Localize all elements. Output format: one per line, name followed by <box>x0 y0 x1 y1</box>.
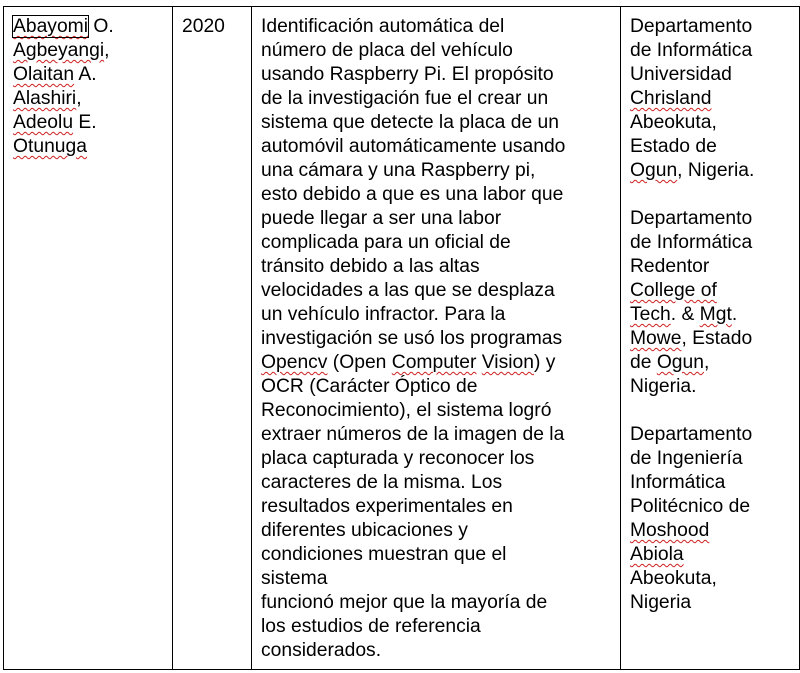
affiliation-line: Politécnico de <box>630 496 751 517</box>
affiliation-line: Abiola <box>630 544 684 565</box>
description-line: número de placa del vehículo <box>261 40 513 61</box>
affiliation-line: Ogun, Nigeria. <box>630 160 755 181</box>
affiliations-cell[interactable] <box>621 7 800 670</box>
description-line: placa capturada y reconocer los <box>261 448 535 469</box>
description-line: resultados experimentales en <box>261 496 513 517</box>
description-line: Reconocimiento), el sistema logró <box>261 400 552 421</box>
affiliation-line: Estado de <box>630 136 717 157</box>
description-line: un vehículo infractor. Para la <box>261 304 506 325</box>
description-line: Opencv (Open Computer Vision) y <box>261 352 556 373</box>
affiliation-line: Abeokuta, <box>630 112 717 133</box>
description-line: diferentes ubicaciones y <box>261 520 468 541</box>
description-line: automóvil automáticamente usando <box>261 136 566 157</box>
description-line: extraer números de la imagen de la <box>261 424 565 445</box>
year-value: 2020 <box>182 16 225 37</box>
author-1-first-name[interactable]: Abayomi <box>13 16 89 37</box>
description-line: tránsito debido a las altas <box>261 256 480 277</box>
affiliation-line: Nigeria. <box>630 376 697 397</box>
description-line: condiciones muestran que el <box>261 544 507 565</box>
table-row <box>4 7 800 670</box>
affiliation-line: Abeokuta, <box>630 568 717 589</box>
description-cell[interactable] <box>252 7 621 670</box>
affiliation-line: Departamento <box>630 16 753 37</box>
author-line-4: Alashiri, <box>13 88 82 109</box>
author-line-2: Agbeyangi, <box>13 40 110 61</box>
affiliation-line: Nigeria <box>630 592 692 613</box>
affiliation-line: Informática <box>630 472 726 493</box>
description-line: una cámara y una Raspberry pi, <box>261 160 536 181</box>
affiliation-line: Departamento <box>630 424 753 445</box>
author-line-6 <box>13 135 167 159</box>
affiliation-line: Chrisland <box>630 88 712 109</box>
description-line: de la investigación fue el crear un <box>261 88 549 109</box>
affiliation-line: Universidad <box>630 64 732 85</box>
affiliation-line: Moshood <box>630 520 710 541</box>
author-3-first-name: Adeolu <box>13 112 74 133</box>
affiliation-line: Departamento <box>630 208 753 229</box>
description-line: usando Raspberry Pi. El propósito <box>261 64 554 85</box>
affiliation-line: Mowe, Estado <box>630 328 753 349</box>
description-line: sistema <box>261 568 328 589</box>
description-line: esto debido a que es una labor que <box>261 184 564 205</box>
author-1-last-name: Agbeyangi <box>13 40 105 61</box>
affiliation-line: de Ingeniería <box>630 448 743 469</box>
paragraph-gap <box>630 399 794 423</box>
affiliation-line: de Informática <box>630 40 753 61</box>
affiliation-line: Redentor <box>630 256 710 277</box>
authors-cell[interactable] <box>4 7 173 670</box>
description-line: caracteres de la misma. Los <box>261 472 503 493</box>
author-2-first-name: Olaitan <box>13 64 75 85</box>
paragraph-gap <box>630 183 794 207</box>
author-line-1: Abayomi O. <box>13 16 114 37</box>
description-line: velocidades a las que se desplaza <box>261 280 555 301</box>
description-line: complicada para un oficial de <box>261 232 511 253</box>
author-2-last-name: Alashiri <box>13 88 77 109</box>
description-line: considerados. <box>261 640 382 661</box>
description-line: puede llegar a ser una labor <box>261 208 502 229</box>
year-cell[interactable] <box>173 7 252 670</box>
description-line: Identificación automática del <box>261 16 505 37</box>
description-line: OCR (Carácter Óptico de <box>261 376 478 397</box>
description-line: los estudios de referencia <box>261 616 481 637</box>
author-line-5: Adeolu E. <box>13 112 97 133</box>
description-line: investigación se usó los programas <box>261 328 563 349</box>
author-3-last-name: Otunuga <box>13 136 87 157</box>
affiliation-line: College of <box>630 280 717 301</box>
affiliation-line: de Ogun, <box>630 352 710 373</box>
description-line: funcionó mejor que la mayoría de <box>261 592 548 613</box>
affiliation-line: Tech. & Mgt. <box>630 304 738 325</box>
research-table <box>3 6 800 670</box>
description-line: sistema que detecte la placa de un <box>261 112 559 133</box>
author-line-3: Olaitan A. <box>13 64 97 85</box>
affiliation-line: de Informática <box>630 232 753 253</box>
